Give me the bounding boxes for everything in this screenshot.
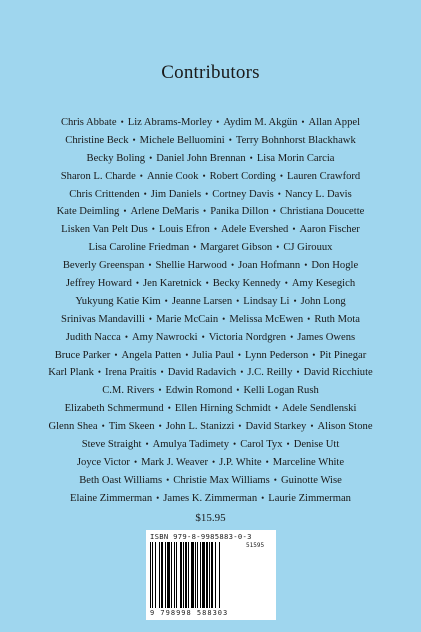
contributor-name: Lynn Pederson [245,349,309,361]
contributor-name: John Long [300,295,346,307]
contributor-line [6,311,415,329]
bullet-separator: • [301,117,305,127]
contributor-name: Amulya Tadimety [152,439,230,451]
bullet-separator: • [312,349,316,360]
contributor-name: Lauren Crawford [286,170,361,182]
contributor-name: J.P. White [219,456,262,468]
contributor-line [6,293,415,311]
contributor-name: Julia Paul [192,349,234,361]
bullet-separator: • [230,260,235,271]
contributor-line [6,257,415,275]
contributor-name: Edwin Romond [165,385,233,397]
bullet-separator: • [228,134,232,145]
contributor-line [6,132,415,150]
barcode-bar [183,542,184,608]
contributor-name: Jeffrey Howard [65,278,132,290]
contributor-name: Adele Sendlenski [281,403,357,415]
bullet-separator: • [222,313,226,324]
barcode-bar [209,542,210,608]
bullet-separator: • [101,421,105,432]
bullet-separator: • [201,331,205,342]
price: $15.95 [195,512,226,524]
bullet-separator: • [123,206,127,217]
bullet-separator: • [237,349,242,360]
contributors-heading: Contributors [161,62,260,83]
bullet-separator: • [286,439,290,450]
contributor-name: Elaine Zimmerman [70,492,153,504]
contributor-name: Liz Abrams-Morley [127,117,213,128]
contributor-name: David Starkey [245,421,307,433]
contributor-name: Alison Stone [317,421,373,433]
barcode-bar [150,542,151,608]
contributor-name: Aaron Fischer [299,224,360,236]
isbn-text: ISBN 979-8-9985883-0-3 [150,532,252,541]
contributor-list [6,114,415,508]
bullet-separator: • [167,403,171,414]
bullet-separator: • [293,295,297,306]
bullet-separator: • [216,117,220,127]
contributor-line [6,454,415,472]
contributor-name: Laurie Zimmerman [268,492,351,504]
contributor-name: Jeanne Larsen [171,295,233,307]
contributor-name: Panika Dillon [210,206,269,218]
contributor-name: Guinotte Wise [280,474,342,486]
contributor-line [6,239,415,257]
bullet-separator: • [212,456,216,467]
bullet-separator: • [185,349,189,360]
bullet-separator: • [205,188,209,199]
contributor-name: Lindsay Li [243,295,290,307]
bullet-separator: • [273,474,277,485]
contributor-name: Margaret Gibson [200,242,273,254]
contributor-line [6,329,415,347]
bullet-separator: • [277,188,281,199]
contributor-name: Adele Evershed [221,224,289,236]
contributor-name: Bruce Parker [54,349,111,361]
contributor-name: David Radavich [167,367,237,379]
barcode-bar [155,542,156,608]
contributor-name: Arlene DeMaris [130,206,200,218]
barcode-bar [159,542,160,608]
contributor-line [6,418,415,436]
barcode-bar [195,542,196,608]
bullet-separator: • [274,403,278,414]
barcode-bar [185,542,187,608]
bullet-separator: • [310,421,314,432]
contributor-name: Pit Pinegar [319,349,367,361]
contributor-line [6,203,415,221]
contributor-name: Allan Appel [308,117,361,128]
contributor-name: Ruth Mota [314,313,360,325]
bullet-separator: • [233,439,237,450]
barcode-bar [197,542,198,608]
contributor-name: Jim Daniels [150,188,202,200]
contributor-name: Lisa Morin Carcia [256,152,335,164]
bullet-separator: • [276,242,280,253]
contributor-name: Christine Beck [65,134,129,146]
bullet-separator: • [203,206,207,217]
bullet-separator: • [149,152,153,163]
contributor-name: Ellen Hirning Schmidt [174,403,271,415]
bullet-separator: • [236,385,240,396]
price-code: 51595 [246,542,265,549]
contributor-name: Denise Utt [293,439,340,451]
barcode-bar [200,542,201,608]
barcode-bar [176,542,177,608]
contributor-name: Jen Karetnick [143,278,202,290]
contributor-name: Beth Oast Williams [79,474,163,486]
contributor-line [6,186,415,204]
bullet-separator: • [238,421,242,432]
contributor-name: Nancy L. Davis [284,188,352,200]
barcode-bar [211,542,213,608]
contributor-name: Marie McCain [156,313,219,325]
barcode-bar [165,542,166,608]
contributor-line [6,347,415,365]
contributor-name: Becky Boling [86,152,146,164]
bullet-separator: • [193,242,197,253]
contributor-name: Daniel John Brennan [156,152,246,164]
contributor-name: Mark J. Weaver [141,456,208,468]
barcode-bar [191,542,194,608]
contributor-name: Lisken Van Pelt Dus [61,224,148,236]
contributor-name: Lisa Caroline Friedman [88,242,190,254]
contributor-line [6,275,415,293]
contributor-name: Glenn Shea [48,421,98,433]
contributor-name: Marceline White [272,456,345,468]
bullet-separator: • [158,421,162,432]
contributor-name: Joyce Victor [76,456,130,468]
contributor-name: Robert Cording [209,170,276,182]
bullet-separator: • [139,170,143,181]
ean-digits: 9 798998 588303 [150,609,229,617]
contributor-name: Carol Tyx [240,439,283,451]
barcode-bar [152,542,153,608]
contributor-name: Don Hogle [311,260,359,272]
bullet-separator: • [240,367,244,378]
bullet-separator: • [135,278,140,289]
contributor-line [6,364,415,382]
bullet-separator: • [143,188,147,199]
contributor-name: Christie Max Williams [173,474,270,486]
contributor-name: Becky Kennedy [212,278,281,290]
bullet-separator: • [120,117,124,127]
contributor-name: Shellie Harwood [155,260,227,272]
bullet-separator: • [148,260,152,271]
bullet-separator: • [97,367,102,378]
contributor-name: James K. Zimmerman [163,492,258,504]
contributor-line [6,150,415,168]
contributor-name: Steve Straight [81,439,142,451]
contributor-name: CJ Girouux [283,242,333,254]
contributor-name: Kelli Logan Rush [243,385,319,397]
contributor-name: Aydim M. Akgün [223,117,298,128]
bullet-separator: • [249,152,253,163]
contributor-line [6,490,415,508]
bullet-separator: • [272,206,276,217]
bullet-separator: • [166,474,170,485]
bullet-separator: • [261,492,265,503]
bullet-separator: • [156,492,160,503]
contributor-name: Srinivas Mandavilli [61,313,145,325]
contributor-name: Amy Kesegich [291,278,356,290]
contributor-name: Kate Deimling [56,206,120,218]
contributor-line [6,436,415,454]
contributor-name: Tim Skeen [108,421,155,433]
barcode-bar [180,542,182,608]
barcode-bar [188,542,189,608]
contributor-name: John L. Stanizzi [165,421,235,433]
barcode-bar [215,542,216,608]
contributor-name: Beverly Greenspan [62,260,145,272]
barcode-bar [171,542,172,608]
bullet-separator: • [124,331,128,342]
contributor-name: Chris Crittenden [69,188,140,200]
contributor-name: Annie Cook [146,170,199,182]
bullet-separator: • [304,260,308,271]
bullet-separator: • [205,278,209,289]
bullet-separator: • [265,456,269,467]
bullet-separator: • [202,170,206,181]
barcode-bar [161,542,163,608]
bullet-separator: • [236,295,240,306]
contributor-name: Cortney Davis [212,188,274,200]
contributor-name: J.C. Reilly [247,367,293,379]
contributor-name: C.M. Rivers [102,385,155,397]
barcode-bar [174,542,175,608]
barcode-bars [150,542,242,608]
barcode-bar [167,542,170,608]
contributor-name: Irena Praitis [105,367,157,379]
contributor-name: Angela Patten [121,349,182,361]
contributor-name: Louis Efron [158,224,210,236]
bullet-separator: • [284,278,288,289]
contributor-line [6,221,415,239]
barcode-bar [202,542,205,608]
contributor-line [6,472,415,490]
bullet-separator: • [292,224,296,235]
bullet-separator: • [213,224,217,235]
bullet-separator: • [307,313,311,324]
contributor-name: Terry Bohnhorst Blackhawk [235,134,356,146]
contributor-name: Amy Nawrocki [131,331,198,343]
contributor-name: Christiana Doucette [279,206,365,218]
contributor-line [6,114,415,132]
bullet-separator: • [158,385,162,396]
contributor-line [6,382,415,400]
bullet-separator: • [132,134,136,145]
bullet-separator: • [145,439,149,450]
isbn-barcode [146,530,276,620]
bullet-separator: • [114,349,118,360]
contributor-name: Michele Belluomini [139,134,225,146]
barcode-bar [206,542,208,608]
barcode-bar [219,542,220,608]
contributor-name: Melissa McEwen [229,313,304,325]
contributor-name: Elizabeth Schmermund [64,403,164,415]
bullet-separator: • [133,456,138,467]
bullet-separator: • [164,295,168,306]
contributor-name: James Owens [297,331,356,343]
contributor-name: Yukyung Katie Kim [75,295,161,307]
bullet-separator: • [290,331,294,342]
contributor-line [6,400,415,418]
contributor-name: Chris Abbate [60,117,117,128]
contributor-name: David Ricchiute [303,367,373,379]
bullet-separator: • [296,367,300,378]
contributor-name: Victoria Nordgren [208,331,287,343]
contributor-name: Joan Hofmann [238,260,301,272]
bullet-separator: • [160,367,164,378]
contributor-name: Judith Nacca [65,331,121,343]
bullet-separator: • [148,313,153,324]
contributor-name: Sharon L. Charde [60,170,136,182]
bullet-separator: • [279,170,283,181]
contributor-line [6,168,415,186]
bullet-separator: • [151,224,155,235]
contributor-name: Karl Plank [48,367,94,379]
